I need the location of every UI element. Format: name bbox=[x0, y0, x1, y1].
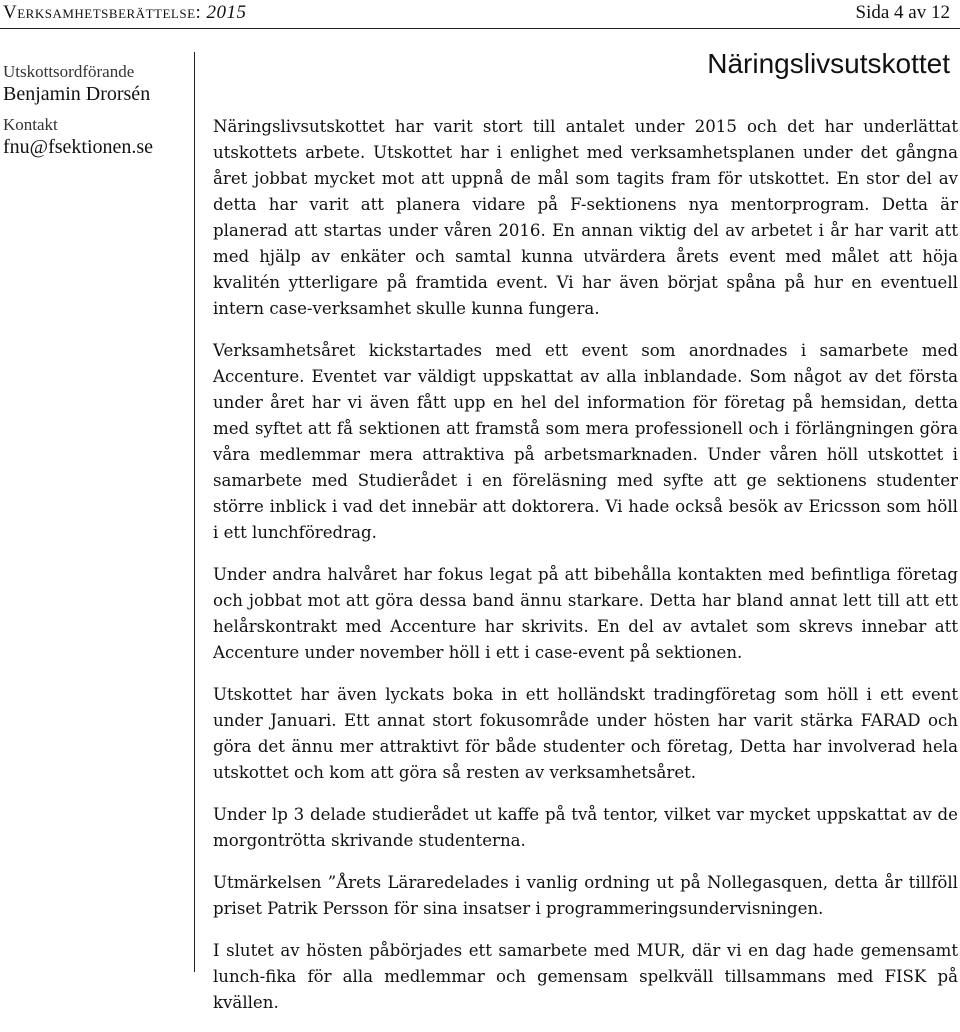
contact-email: fnu@fsektionen.se bbox=[3, 136, 154, 158]
paragraph: Näringslivsutskottet har varit stort till antalet under 2015 och det har underlättat utskottets arbete. Utskottet har i enlighet med verksamhetsplanen under det gångna året jobbat mycket mot att uppnå de mål som tagits fram för utskottet. En stor del av detta har varit att planera vidare på F-sektionens nya mentorprogram. Detta är planerad att startas under våren 2016. En annan viktig del av arbetet i år har varit att med hjälp av enkäter och samtal kunna utvärdera årets event med målet att höja kvalitén ytterligare på framtida event. Vi har även börjat spåna på hur en eventuell intern case-verksamhet skulle kunna fungera. bbox=[213, 117, 958, 318]
document-title bbox=[3, 2, 247, 24]
section-title: Näringslivsutskottet bbox=[707, 48, 950, 79]
header-divider bbox=[0, 28, 960, 29]
paragraph: Verksamhetsåret kickstartades med ett event som anordnades i samarbete med Accenture. Eventet var väldigt uppskattat av alla inblandade. Som något av det första under året har vi även fått upp en hel del information för företag på hemsidan, detta med syftet att få sektionen att framstå som mera professionell och i förlängningen göra våra medlemmar mera attraktiva på arbetsmarknaden. Under våren höll utskottet i samarbete med Studierådet i en föreläsning med syfte att ge sektionens studenter större inblick i vad det innebär att doktorera. Vi hade också besök av Ericsson som höll i ett lunchföredrag. bbox=[213, 341, 958, 542]
page-number: Sida 4 av 12 bbox=[855, 2, 950, 23]
sidebar-divider bbox=[194, 52, 195, 972]
paragraph: Under lp 3 delade studierådet ut kaffe på två tentor, vilket var mycket uppskattat av de morgontrötta skrivande studenterna. bbox=[213, 805, 958, 850]
role-label: Utskottsordförande bbox=[3, 62, 135, 81]
paragraph: I slutet av hösten påbörjades ett samarbete med MUR, där vi en dag hade gemensamt lunch-fika för alla medlemmar och gemensam spelkväll tillsammans med FISK på kvällen. bbox=[213, 941, 958, 1012]
document-title-text: Verksamhetsberättelse: bbox=[3, 2, 202, 23]
paragraph: Utmärkelsen ”Årets Läraredelades i vanlig ordning ut på Nollegasquen, detta år tillföll priset Patrik Persson för sina insatser i programmeringsundervisningen. bbox=[213, 873, 958, 918]
body-text bbox=[213, 114, 958, 1032]
role-name: Benjamin Drorsén bbox=[3, 83, 151, 105]
document-year: 2015 bbox=[206, 2, 247, 23]
contact-label: Kontakt bbox=[3, 115, 58, 134]
paragraph: Under andra halvåret har fokus legat på att bibehålla kontakten med befintliga företag och jobbat mot att göra dessa band ännu starkare. Detta har bland annat lett till att ett helårskontrakt med Accenture har skrivits. En del av avtalet som skrevs innebar att Accenture under november höll i ett i case-event på sektionen. bbox=[213, 565, 958, 662]
sidebar bbox=[3, 62, 188, 168]
paragraph: Utskottet har även lyckats boka in ett holländskt tradingföretag som höll i ett event under Januari. Ett annat stort fokusområde under hösten har varit stärka FARAD och göra det ännu mer attraktivt för både studenter och företag, Detta har involverad hela utskottet och kom att göra så resten av verksamhetsåret. bbox=[213, 685, 958, 782]
